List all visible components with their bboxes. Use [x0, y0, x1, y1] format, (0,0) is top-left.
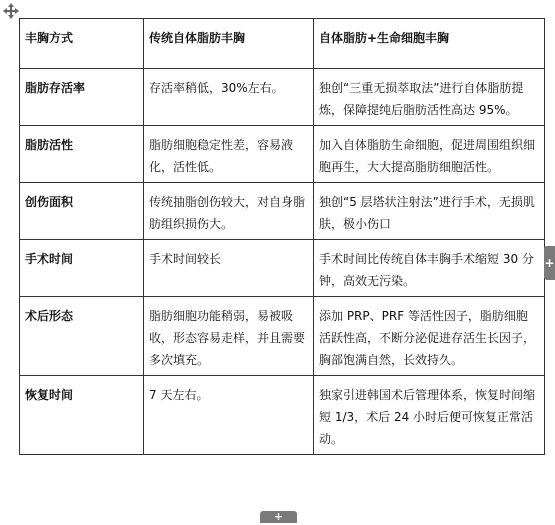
- traditional-cell[interactable]: 脂肪细胞功能稍弱，易被吸收，形态容易走样，并且需要多次填充。: [144, 297, 314, 376]
- row-label-recovery-time[interactable]: 恢复时间: [20, 376, 144, 455]
- add-row-button[interactable]: [260, 511, 297, 523]
- table-row: [20, 240, 545, 297]
- add-column-button[interactable]: [544, 246, 555, 280]
- header-cell-method[interactable]: 丰胸方式: [20, 19, 144, 69]
- new-method-cell[interactable]: 添加 PRP、PRF 等活性因子，脂肪细胞活跃性高，不断分泌促进存活生长因子，胸部饱满自然，长效持久。: [314, 297, 545, 376]
- new-method-cell[interactable]: 独家引进韩国术后管理体系，恢复时间缩短 1/3，术后 24 小时后便可恢复正常活动。: [314, 376, 545, 455]
- table-row: [20, 297, 545, 376]
- table-row: [20, 69, 545, 126]
- plus-icon: +: [273, 510, 284, 523]
- new-method-cell[interactable]: 手术时间比传统自体丰胸手术缩短 30 分钟，高效无污染。: [314, 240, 545, 297]
- row-label-survival-rate[interactable]: 脂肪存活率: [20, 69, 144, 126]
- table-row: [20, 183, 545, 240]
- new-method-cell[interactable]: 加入自体脂肪生命细胞，促进周围组织细胞再生，大大提高脂肪细胞活性。: [314, 126, 545, 183]
- table-header-row: [20, 19, 545, 69]
- header-cell-traditional[interactable]: 传统自体脂肪丰胸: [144, 19, 314, 69]
- table-row: [20, 126, 545, 183]
- traditional-cell[interactable]: 存活率稍低，30%左右。: [144, 69, 314, 126]
- traditional-cell[interactable]: 手术时间较长: [144, 240, 314, 297]
- comparison-table: [19, 18, 545, 455]
- new-method-cell[interactable]: 独创“三重无损萃取法”进行自体脂肪提炼，保障提纯后脂肪活性高达 95%。: [314, 69, 545, 126]
- traditional-cell[interactable]: 7 天左右。: [144, 376, 314, 455]
- row-label-surgery-time[interactable]: 手术时间: [20, 240, 144, 297]
- row-label-post-op-shape[interactable]: 术后形态: [20, 297, 144, 376]
- new-method-cell[interactable]: 独创“5 层塔状注射法”进行手术，无损肌肤，极小伤口: [314, 183, 545, 240]
- traditional-cell[interactable]: 脂肪细胞稳定性差，容易液化，活性低。: [144, 126, 314, 183]
- row-label-wound-area[interactable]: 创伤面积: [20, 183, 144, 240]
- table-move-handle-icon[interactable]: [3, 3, 19, 19]
- plus-icon: +: [544, 256, 555, 270]
- row-label-fat-activity[interactable]: 脂肪活性: [20, 126, 144, 183]
- traditional-cell[interactable]: 传统抽脂创伤较大，对自身脂肪组织损伤大。: [144, 183, 314, 240]
- table-row: [20, 376, 545, 455]
- header-cell-new[interactable]: 自体脂肪+生命细胞丰胸: [314, 19, 545, 69]
